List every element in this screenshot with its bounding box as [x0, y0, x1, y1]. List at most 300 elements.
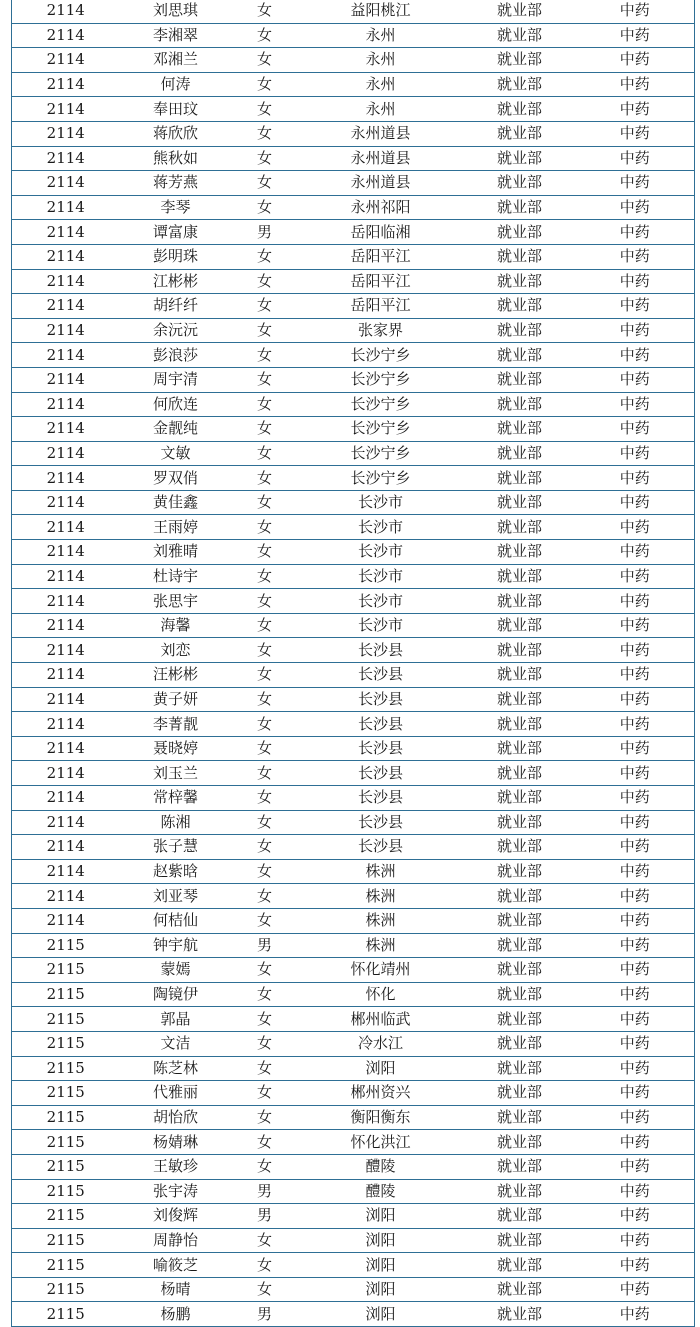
- department-cell: 就业部: [464, 663, 576, 688]
- class-cell: 2115: [12, 933, 120, 958]
- name-cell: 刘恋: [120, 638, 232, 663]
- name-cell: 胡怡欣: [120, 1105, 232, 1130]
- major-cell: 中药: [576, 540, 695, 565]
- table-row: [12, 466, 695, 491]
- hometown-cell: 浏阳: [298, 1056, 464, 1081]
- class-cell: 2115: [12, 982, 120, 1007]
- table-row: [12, 343, 695, 368]
- table-row: [12, 146, 695, 171]
- class-cell: 2114: [12, 761, 120, 786]
- hometown-cell: 长沙市: [298, 564, 464, 589]
- major-cell: 中药: [576, 441, 695, 466]
- class-cell: 2115: [12, 1277, 120, 1302]
- name-cell: 彭明珠: [120, 244, 232, 269]
- major-cell: 中药: [576, 1302, 695, 1327]
- name-cell: 奉田玟: [120, 97, 232, 122]
- name-cell: 王敏珍: [120, 1154, 232, 1179]
- gender-cell: 男: [232, 1179, 298, 1204]
- hometown-cell: 冷水江: [298, 1031, 464, 1056]
- major-cell: 中药: [576, 663, 695, 688]
- table-row: [12, 441, 695, 466]
- class-cell: 2114: [12, 417, 120, 442]
- department-cell: 就业部: [464, 1105, 576, 1130]
- class-cell: 2115: [12, 1105, 120, 1130]
- gender-cell: 女: [232, 146, 298, 171]
- name-cell: 李琴: [120, 195, 232, 220]
- hometown-cell: 郴州资兴: [298, 1081, 464, 1106]
- table-row: [12, 392, 695, 417]
- major-cell: 中药: [576, 23, 695, 48]
- hometown-cell: 怀化: [298, 982, 464, 1007]
- gender-cell: 女: [232, 884, 298, 909]
- major-cell: 中药: [576, 1154, 695, 1179]
- hometown-cell: 永州: [298, 23, 464, 48]
- table-row: [12, 1007, 695, 1032]
- major-cell: 中药: [576, 1179, 695, 1204]
- department-cell: 就业部: [464, 1031, 576, 1056]
- hometown-cell: 永州: [298, 72, 464, 97]
- hometown-cell: 长沙宁乡: [298, 441, 464, 466]
- hometown-cell: 株洲: [298, 933, 464, 958]
- class-cell: 2114: [12, 908, 120, 933]
- name-cell: 蒋欣欣: [120, 121, 232, 146]
- name-cell: 谭富康: [120, 220, 232, 245]
- hometown-cell: 长沙市: [298, 490, 464, 515]
- table-row: [12, 1105, 695, 1130]
- gender-cell: 女: [232, 1130, 298, 1155]
- major-cell: 中药: [576, 712, 695, 737]
- hometown-cell: 益阳桃江: [298, 0, 464, 23]
- gender-cell: 女: [232, 195, 298, 220]
- hometown-cell: 浏阳: [298, 1204, 464, 1229]
- gender-cell: 女: [232, 294, 298, 319]
- class-cell: 2115: [12, 1302, 120, 1327]
- class-cell: 2115: [12, 1228, 120, 1253]
- hometown-cell: 岳阳平江: [298, 294, 464, 319]
- table-row: [12, 1130, 695, 1155]
- department-cell: 就业部: [464, 1179, 576, 1204]
- class-cell: 2114: [12, 97, 120, 122]
- name-cell: 郭晶: [120, 1007, 232, 1032]
- name-cell: 文敏: [120, 441, 232, 466]
- hometown-cell: 怀化靖州: [298, 958, 464, 983]
- gender-cell: 女: [232, 589, 298, 614]
- gender-cell: 女: [232, 72, 298, 97]
- department-cell: 就业部: [464, 72, 576, 97]
- major-cell: 中药: [576, 1007, 695, 1032]
- class-cell: 2114: [12, 466, 120, 491]
- table-row: [12, 589, 695, 614]
- table-row: [12, 761, 695, 786]
- name-cell: 熊秋如: [120, 146, 232, 171]
- class-cell: 2114: [12, 343, 120, 368]
- major-cell: 中药: [576, 982, 695, 1007]
- hometown-cell: 郴州临武: [298, 1007, 464, 1032]
- class-cell: 2114: [12, 392, 120, 417]
- gender-cell: 女: [232, 0, 298, 23]
- table-row: [12, 0, 695, 23]
- name-cell: 钟宇航: [120, 933, 232, 958]
- name-cell: 喻筱芝: [120, 1253, 232, 1278]
- hometown-cell: 长沙市: [298, 540, 464, 565]
- table-row: [12, 638, 695, 663]
- gender-cell: 女: [232, 417, 298, 442]
- class-cell: 2114: [12, 441, 120, 466]
- name-cell: 张子慧: [120, 835, 232, 860]
- major-cell: 中药: [576, 1081, 695, 1106]
- department-cell: 就业部: [464, 1154, 576, 1179]
- department-cell: 就业部: [464, 613, 576, 638]
- major-cell: 中药: [576, 1228, 695, 1253]
- table-row: [12, 663, 695, 688]
- name-cell: 杨婧琳: [120, 1130, 232, 1155]
- department-cell: 就业部: [464, 835, 576, 860]
- hometown-cell: 永州道县: [298, 171, 464, 196]
- name-cell: 文洁: [120, 1031, 232, 1056]
- class-cell: 2115: [12, 1253, 120, 1278]
- hometown-cell: 浏阳: [298, 1253, 464, 1278]
- gender-cell: 女: [232, 982, 298, 1007]
- table-row: [12, 1277, 695, 1302]
- gender-cell: 女: [232, 97, 298, 122]
- major-cell: 中药: [576, 958, 695, 983]
- name-cell: 张思宇: [120, 589, 232, 614]
- hometown-cell: 永州祁阳: [298, 195, 464, 220]
- class-cell: 2115: [12, 1081, 120, 1106]
- department-cell: 就业部: [464, 0, 576, 23]
- department-cell: 就业部: [464, 564, 576, 589]
- major-cell: 中药: [576, 884, 695, 909]
- gender-cell: 女: [232, 171, 298, 196]
- major-cell: 中药: [576, 736, 695, 761]
- class-cell: 2114: [12, 540, 120, 565]
- student-table-body: [12, 0, 695, 1327]
- gender-cell: 女: [232, 23, 298, 48]
- department-cell: 就业部: [464, 958, 576, 983]
- gender-cell: 女: [232, 859, 298, 884]
- class-cell: 2114: [12, 564, 120, 589]
- table-row: [12, 515, 695, 540]
- class-cell: 2114: [12, 72, 120, 97]
- department-cell: 就业部: [464, 392, 576, 417]
- gender-cell: 女: [232, 1228, 298, 1253]
- name-cell: 陶镜伊: [120, 982, 232, 1007]
- table-row: [12, 269, 695, 294]
- gender-cell: 女: [232, 540, 298, 565]
- major-cell: 中药: [576, 859, 695, 884]
- table-row: [12, 884, 695, 909]
- hometown-cell: 株洲: [298, 884, 464, 909]
- gender-cell: 女: [232, 786, 298, 811]
- department-cell: 就业部: [464, 48, 576, 73]
- name-cell: 杨鹏: [120, 1302, 232, 1327]
- name-cell: 王雨婷: [120, 515, 232, 540]
- gender-cell: 女: [232, 835, 298, 860]
- hometown-cell: 长沙县: [298, 786, 464, 811]
- major-cell: 中药: [576, 244, 695, 269]
- department-cell: 就业部: [464, 761, 576, 786]
- hometown-cell: 长沙宁乡: [298, 343, 464, 368]
- major-cell: 中药: [576, 392, 695, 417]
- class-cell: 2114: [12, 294, 120, 319]
- table-row: [12, 294, 695, 319]
- department-cell: 就业部: [464, 687, 576, 712]
- class-cell: 2114: [12, 220, 120, 245]
- table-row: [12, 1228, 695, 1253]
- gender-cell: 女: [232, 121, 298, 146]
- major-cell: 中药: [576, 589, 695, 614]
- department-cell: 就业部: [464, 589, 576, 614]
- class-cell: 2114: [12, 663, 120, 688]
- hometown-cell: 长沙宁乡: [298, 417, 464, 442]
- gender-cell: 女: [232, 1253, 298, 1278]
- class-cell: 2114: [12, 121, 120, 146]
- major-cell: 中药: [576, 146, 695, 171]
- department-cell: 就业部: [464, 23, 576, 48]
- gender-cell: 女: [232, 1081, 298, 1106]
- name-cell: 刘思琪: [120, 0, 232, 23]
- department-cell: 就业部: [464, 269, 576, 294]
- table-row: [12, 97, 695, 122]
- hometown-cell: 株洲: [298, 908, 464, 933]
- department-cell: 就业部: [464, 859, 576, 884]
- gender-cell: 女: [232, 1031, 298, 1056]
- gender-cell: 女: [232, 1277, 298, 1302]
- department-cell: 就业部: [464, 171, 576, 196]
- class-cell: 2114: [12, 884, 120, 909]
- class-cell: 2114: [12, 589, 120, 614]
- gender-cell: 女: [232, 736, 298, 761]
- class-cell: 2114: [12, 515, 120, 540]
- major-cell: 中药: [576, 515, 695, 540]
- gender-cell: 女: [232, 343, 298, 368]
- gender-cell: 女: [232, 48, 298, 73]
- hometown-cell: 长沙市: [298, 515, 464, 540]
- class-cell: 2114: [12, 146, 120, 171]
- major-cell: 中药: [576, 1277, 695, 1302]
- class-cell: 2114: [12, 835, 120, 860]
- table-row: [12, 540, 695, 565]
- table-row: [12, 933, 695, 958]
- department-cell: 就业部: [464, 343, 576, 368]
- gender-cell: 女: [232, 1056, 298, 1081]
- hometown-cell: 长沙宁乡: [298, 367, 464, 392]
- table-row: [12, 48, 695, 73]
- hometown-cell: 岳阳临湘: [298, 220, 464, 245]
- department-cell: 就业部: [464, 786, 576, 811]
- hometown-cell: 醴陵: [298, 1154, 464, 1179]
- student-table: [11, 0, 695, 1327]
- hometown-cell: 长沙市: [298, 589, 464, 614]
- major-cell: 中药: [576, 687, 695, 712]
- hometown-cell: 长沙县: [298, 761, 464, 786]
- hometown-cell: 永州道县: [298, 146, 464, 171]
- gender-cell: 男: [232, 220, 298, 245]
- gender-cell: 女: [232, 564, 298, 589]
- table-row: [12, 564, 695, 589]
- table-row: [12, 908, 695, 933]
- name-cell: 李菁靓: [120, 712, 232, 737]
- name-cell: 蒋芳燕: [120, 171, 232, 196]
- table-row: [12, 1179, 695, 1204]
- class-cell: 2114: [12, 786, 120, 811]
- table-row: [12, 736, 695, 761]
- class-cell: 2114: [12, 687, 120, 712]
- name-cell: 李湘翠: [120, 23, 232, 48]
- major-cell: 中药: [576, 466, 695, 491]
- hometown-cell: 永州: [298, 48, 464, 73]
- department-cell: 就业部: [464, 195, 576, 220]
- major-cell: 中药: [576, 564, 695, 589]
- major-cell: 中药: [576, 490, 695, 515]
- table-row: [12, 23, 695, 48]
- table-row: [12, 1253, 695, 1278]
- table-row: [12, 1204, 695, 1229]
- class-cell: 2114: [12, 859, 120, 884]
- major-cell: 中药: [576, 1253, 695, 1278]
- gender-cell: 女: [232, 490, 298, 515]
- major-cell: 中药: [576, 1056, 695, 1081]
- name-cell: 刘亚琴: [120, 884, 232, 909]
- table-row: [12, 810, 695, 835]
- table-row: [12, 859, 695, 884]
- table-row: [12, 982, 695, 1007]
- table-row: [12, 786, 695, 811]
- table-row: [12, 195, 695, 220]
- name-cell: 彭浪莎: [120, 343, 232, 368]
- gender-cell: 女: [232, 663, 298, 688]
- hometown-cell: 浏阳: [298, 1302, 464, 1327]
- hometown-cell: 长沙县: [298, 638, 464, 663]
- major-cell: 中药: [576, 97, 695, 122]
- department-cell: 就业部: [464, 441, 576, 466]
- gender-cell: 女: [232, 1007, 298, 1032]
- department-cell: 就业部: [464, 1130, 576, 1155]
- department-cell: 就业部: [464, 490, 576, 515]
- major-cell: 中药: [576, 835, 695, 860]
- department-cell: 就业部: [464, 908, 576, 933]
- major-cell: 中药: [576, 933, 695, 958]
- name-cell: 海馨: [120, 613, 232, 638]
- hometown-cell: 岳阳平江: [298, 244, 464, 269]
- class-cell: 2114: [12, 244, 120, 269]
- gender-cell: 女: [232, 810, 298, 835]
- class-cell: 2115: [12, 1130, 120, 1155]
- hometown-cell: 长沙市: [298, 613, 464, 638]
- class-cell: 2115: [12, 1154, 120, 1179]
- name-cell: 胡纤纤: [120, 294, 232, 319]
- department-cell: 就业部: [464, 1081, 576, 1106]
- name-cell: 黄佳鑫: [120, 490, 232, 515]
- department-cell: 就业部: [464, 121, 576, 146]
- name-cell: 蒙嫣: [120, 958, 232, 983]
- table-row: [12, 1302, 695, 1327]
- name-cell: 金靓纯: [120, 417, 232, 442]
- name-cell: 罗双俏: [120, 466, 232, 491]
- class-cell: 2114: [12, 318, 120, 343]
- hometown-cell: 长沙县: [298, 736, 464, 761]
- department-cell: 就业部: [464, 1253, 576, 1278]
- department-cell: 就业部: [464, 1277, 576, 1302]
- gender-cell: 女: [232, 761, 298, 786]
- major-cell: 中药: [576, 48, 695, 73]
- class-cell: 2114: [12, 367, 120, 392]
- class-cell: 2114: [12, 23, 120, 48]
- gender-cell: 女: [232, 367, 298, 392]
- department-cell: 就业部: [464, 244, 576, 269]
- class-cell: 2114: [12, 490, 120, 515]
- table-row: [12, 1056, 695, 1081]
- hometown-cell: 长沙宁乡: [298, 466, 464, 491]
- name-cell: 杨晴: [120, 1277, 232, 1302]
- table-row: [12, 220, 695, 245]
- major-cell: 中药: [576, 613, 695, 638]
- table-row: [12, 687, 695, 712]
- table-row: [12, 417, 695, 442]
- major-cell: 中药: [576, 810, 695, 835]
- class-cell: 2114: [12, 171, 120, 196]
- name-cell: 陈湘: [120, 810, 232, 835]
- department-cell: 就业部: [464, 1228, 576, 1253]
- name-cell: 聂晓婷: [120, 736, 232, 761]
- department-cell: 就业部: [464, 933, 576, 958]
- class-cell: 2115: [12, 1056, 120, 1081]
- major-cell: 中药: [576, 761, 695, 786]
- major-cell: 中药: [576, 121, 695, 146]
- class-cell: 2115: [12, 958, 120, 983]
- table-row: [12, 72, 695, 97]
- gender-cell: 女: [232, 958, 298, 983]
- gender-cell: 女: [232, 441, 298, 466]
- hometown-cell: 长沙县: [298, 835, 464, 860]
- hometown-cell: 醴陵: [298, 1179, 464, 1204]
- name-cell: 汪彬彬: [120, 663, 232, 688]
- class-cell: 2114: [12, 736, 120, 761]
- department-cell: 就业部: [464, 146, 576, 171]
- name-cell: 江彬彬: [120, 269, 232, 294]
- department-cell: 就业部: [464, 810, 576, 835]
- table-row: [12, 244, 695, 269]
- name-cell: 周宇清: [120, 367, 232, 392]
- major-cell: 中药: [576, 195, 695, 220]
- hometown-cell: 永州道县: [298, 121, 464, 146]
- department-cell: 就业部: [464, 982, 576, 1007]
- name-cell: 余沅沅: [120, 318, 232, 343]
- department-cell: 就业部: [464, 884, 576, 909]
- class-cell: 2114: [12, 48, 120, 73]
- department-cell: 就业部: [464, 638, 576, 663]
- hometown-cell: 长沙县: [298, 663, 464, 688]
- gender-cell: 女: [232, 1154, 298, 1179]
- major-cell: 中药: [576, 318, 695, 343]
- name-cell: 邓湘兰: [120, 48, 232, 73]
- name-cell: 刘雅晴: [120, 540, 232, 565]
- table-row: [12, 1081, 695, 1106]
- name-cell: 陈芝林: [120, 1056, 232, 1081]
- major-cell: 中药: [576, 786, 695, 811]
- hometown-cell: 岳阳平江: [298, 269, 464, 294]
- table-row: [12, 1031, 695, 1056]
- major-cell: 中药: [576, 0, 695, 23]
- department-cell: 就业部: [464, 736, 576, 761]
- hometown-cell: 长沙县: [298, 687, 464, 712]
- department-cell: 就业部: [464, 1302, 576, 1327]
- hometown-cell: 浏阳: [298, 1277, 464, 1302]
- department-cell: 就业部: [464, 515, 576, 540]
- name-cell: 何桔仙: [120, 908, 232, 933]
- department-cell: 就业部: [464, 1204, 576, 1229]
- major-cell: 中药: [576, 1031, 695, 1056]
